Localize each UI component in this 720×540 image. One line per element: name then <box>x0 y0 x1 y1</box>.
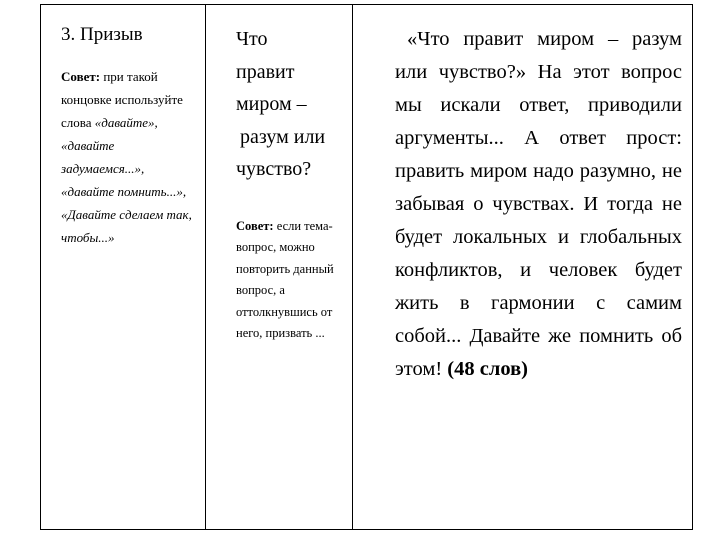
topic-line: Что <box>236 28 268 50</box>
tip-examples: «давайте», «давайте задумаемся...», «давайте помнить...», «Давайте сделаем так, чтобы...» <box>61 115 192 245</box>
example-text: «Что правит миром – разум или чувство?» На этот вопрос мы искали ответ, приводили аргументы... А ответ прост: править миром надо разумно, не забывая о чувствах. И тогда не будет локальных и глобальных конфликтов, и человек будет жить в гармонии с самим собой... Давайте же помнить об этом! <box>395 28 682 380</box>
topic-line: миром – <box>236 93 307 115</box>
example-paragraph <box>395 23 682 386</box>
topic-line: чувство? <box>236 158 312 180</box>
tip-body: при такой концовке используйте слова <box>61 69 183 130</box>
topic-line: разум или <box>240 125 326 148</box>
tip-body: если тема-вопрос, можно повторить данный вопрос, а оттолкнувшись от него, призвать ... <box>236 218 334 341</box>
tip-label: Совет: <box>236 218 274 233</box>
topic-line: правит <box>236 60 295 83</box>
essay-structure-table <box>40 4 693 530</box>
section-name-cell <box>41 5 205 249</box>
tip-label: Совет: <box>61 69 101 84</box>
example-cell <box>353 5 692 386</box>
word-count: (48 слов) <box>442 358 528 380</box>
section-title: 3. Призыв <box>61 24 143 45</box>
tip-text <box>61 65 199 249</box>
topic-question <box>236 23 348 186</box>
topic-cell <box>206 5 352 345</box>
topic-tip <box>236 216 348 346</box>
